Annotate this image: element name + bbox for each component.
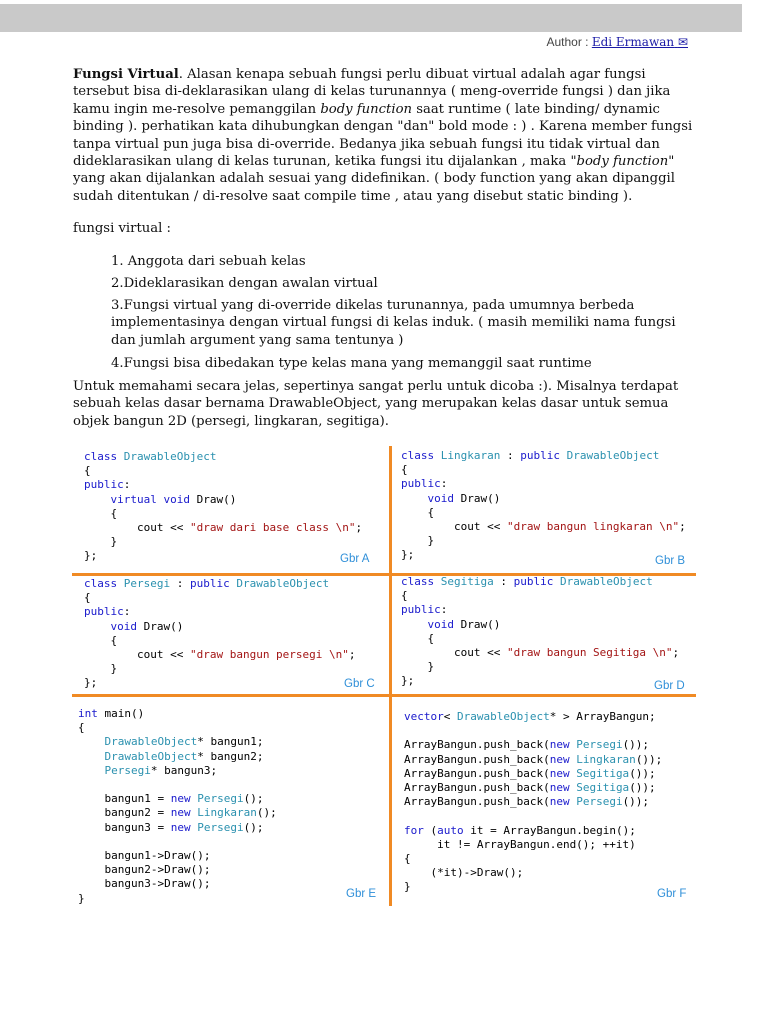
list-item: 2.Dideklarasikan dengan awalan virtual bbox=[111, 276, 378, 291]
intro-paragraph: Fungsi Virtual. Alasan kenapa sebuah fungsi perlu dibuat virtual adalah agar fungsi tersebut bisa di-deklarasikan ulang di kelas turunannya ( meng-override fungsi ) dan jika kamu ingin me-resolve pemanggilan body function saat runtime ( late binding/ dynamic binding ). perhatikan kata dihubungkan dengan "dan" bold mode : ) . Karena member fungsi tanpa virtual pun juga bisa di-override. Bedanya jika sebuah fungsi itu tidak virtual dan dideklarasikan ulang di kelas turunan, ketika fungsi itu dijalankan , maka "body function" yang akan dijalankan adalah sesuai yang didefinikan. ( body function yang akan dipanggil sudah ditentukan / di-resolve saat compile time , atau yang disebut static binding ). bbox=[73, 67, 693, 204]
list-item: 3.Fungsi virtual yang di-override dikelas turunannya, pada umumnya berbeda implementasinya dengan virtual fungsi di kelas induk. ( masih memiliki nama fungsi dan jumlah argument yang sama tentunya ) bbox=[111, 298, 676, 348]
outro-paragraph: Untuk memahami secara jelas, sepertinya sangat perlu untuk dicoba :). Misalnya terdapat sebuah kelas dasar bernama DrawableObject, yang merupakan kelas dasar untuk semua objek bangun 2D (persegi, lingkaran, segitiga). bbox=[73, 379, 679, 429]
code-figure-a: class DrawableObject { public: virtual void Draw() { cout << "draw dari base class \n"; } }; bbox=[84, 450, 363, 563]
list-item: 4.Fungsi bisa dibedakan type kelas mana yang memanggil saat runtime bbox=[111, 356, 592, 371]
code-figure-c: class Persegi : public DrawableObject { public: void Draw() { cout << "draw bangun persegi \n"; } }; bbox=[84, 577, 356, 690]
figure-label-d: Gbr D bbox=[654, 680, 685, 692]
code-figure-d: class Segitiga : public DrawableObject { public: void Draw() { cout << "draw bangun Segitiga \n"; } }; bbox=[401, 575, 680, 688]
code-figure-b: class Lingkaran : public DrawableObject { public: void Draw() { cout << "draw bangun lingkaran \n"; } }; bbox=[401, 449, 686, 562]
vertical-divider bbox=[389, 446, 392, 906]
intro-lead: Fungsi Virtual bbox=[73, 67, 179, 82]
figure-label-e: Gbr E bbox=[346, 888, 377, 900]
figure-label-b: Gbr B bbox=[655, 555, 686, 567]
author-label: Author : bbox=[546, 35, 592, 49]
figure-label-f: Gbr F bbox=[657, 888, 687, 900]
code-figures bbox=[72, 446, 696, 912]
mail-icon: ✉ bbox=[677, 35, 688, 49]
code-figure-f: vector< DrawableObject* > ArrayBangun; ArrayBangun.push_back(new Persegi()); ArrayBangun.push_back(new Lingkaran()); ArrayBangun.push_back(new Segitiga()); ArrayBangun.push_back(new Segitiga()); ArrayBangun.push_back(new Persegi()); for (auto it = ArrayBangun.begin(); it != ArrayBangun.end(); ++it) { (*it)->Draw(); } bbox=[404, 710, 663, 894]
figure-label-a: Gbr A bbox=[340, 553, 370, 565]
code-figure-e: int main() { DrawableObject* bangun1; DrawableObject* bangun2; Persegi* bangun3; bangun1 = new Persegi(); bangun2 = new Lingkaran(); bangun3 = new Persegi(); bangun1->Draw(); bangun2->Draw(); bangun3->Draw(); } bbox=[78, 707, 277, 905]
author-link[interactable]: Edi Ermawan ✉ bbox=[591, 35, 688, 49]
list-item: 1. Anggota dari sebuah kelas bbox=[111, 254, 306, 269]
horizontal-divider bbox=[72, 694, 696, 697]
author-line bbox=[546, 35, 688, 49]
figure-label-c: Gbr C bbox=[344, 678, 375, 690]
top-bar bbox=[0, 4, 742, 32]
list-heading: fungsi virtual : bbox=[73, 221, 171, 236]
